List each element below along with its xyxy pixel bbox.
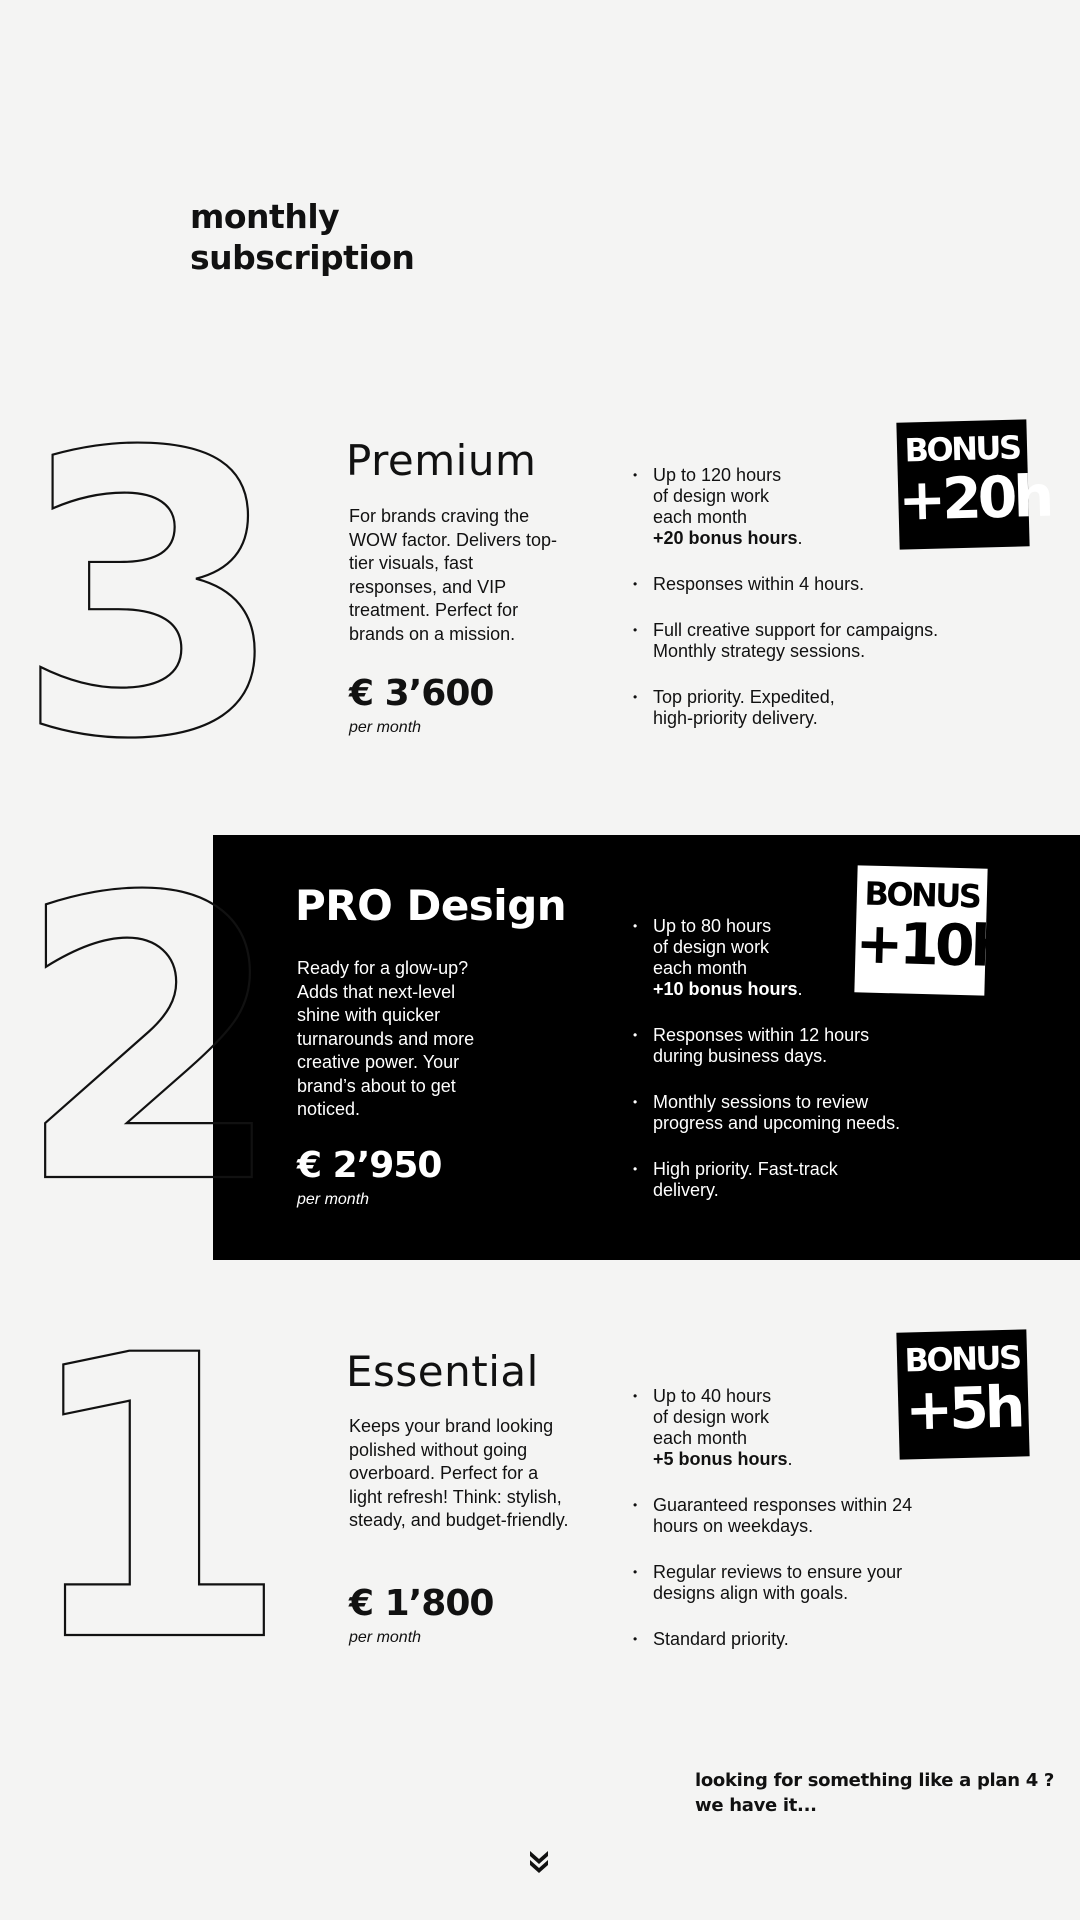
plan-1-numeral-text: 1 <box>19 1273 291 1727</box>
page-title-line2: subscription <box>190 238 415 277</box>
feature-hours-line3: each month <box>653 958 748 978</box>
feature-text: Monthly sessions to review progress and upcoming needs. <box>653 1092 901 1133</box>
plan-1-period: per month <box>349 1629 422 1646</box>
plan-3-numeral <box>14 370 290 824</box>
feature-hours-line2: of design work <box>653 486 770 506</box>
feature-hours-line1: Up to 80 hours <box>653 916 772 936</box>
plan-3-description: For brands craving the WOW factor. Delivers top-tier visuals, fast responses, and VIP treatment. Perfect for brands on a mission. <box>349 506 558 644</box>
page-title <box>190 196 414 278</box>
plan-4-teaser-line1: looking for something like a plan 4 ? <box>695 1770 1055 1791</box>
plan-4-teaser-line2: we have it... <box>695 1795 817 1816</box>
bonus-hours: +20h <box>897 463 1051 534</box>
plan-1-name: Essential <box>346 1347 539 1396</box>
page-title-line1: monthly <box>190 197 340 236</box>
chevron-double-down-icon[interactable] <box>528 1849 550 1875</box>
bonus-label: BONUS <box>904 1338 1021 1380</box>
feature-text: Responses within 12 hours during business days. <box>653 1025 870 1066</box>
plan-2-numeral-text: 2 <box>14 815 286 1269</box>
feature-text: Full creative support for campaigns. Monthly strategy sessions. <box>653 620 939 661</box>
feature-item <box>633 1562 933 1604</box>
feature-text: Guaranteed responses within 24 hours on weekdays. <box>653 1495 913 1536</box>
feature-item: • Up to 80 hours of design work each month +10 bonus hours. <box>633 916 963 1000</box>
feature-item <box>633 687 863 729</box>
feature-item <box>633 1629 963 1650</box>
bonus-hours: +5h <box>904 1374 1023 1444</box>
feature-text: Standard priority. <box>653 1629 789 1649</box>
feature-hours-line3: each month <box>653 1428 748 1448</box>
feature-hours-line3: each month <box>653 507 748 527</box>
feature-bonus-hours: +20 bonus hours <box>653 528 798 548</box>
feature-item <box>633 620 973 662</box>
feature-bonus-hours: +5 bonus hours <box>653 1449 788 1469</box>
feature-text: Regular reviews to ensure your designs align with goals. <box>653 1562 903 1603</box>
bonus-label: BONUS <box>904 428 1021 470</box>
plan-3-numeral-text: 3 <box>14 370 286 824</box>
feature-hours-line2: of design work <box>653 937 770 957</box>
plan-2-period: per month <box>297 1191 370 1208</box>
plan-1-price: € 1’800 <box>349 1583 494 1624</box>
feature-item: • Up to 120 hours of design work each month +20 bonus hours. <box>633 465 963 549</box>
plan-2-bonus-badge <box>854 865 1009 995</box>
feature-item <box>633 1159 873 1201</box>
plan-3-name: Premium <box>346 436 537 485</box>
feature-bonus-hours: +10 bonus hours <box>653 979 798 999</box>
bonus-hours: +10h <box>854 910 1009 981</box>
feature-item: • Up to 40 hours of design work each month +5 bonus hours. <box>633 1386 963 1470</box>
plan-3-bonus-badge <box>896 419 1051 549</box>
plan-1-bonus-badge <box>896 1329 1029 1459</box>
feature-item <box>633 1092 933 1134</box>
feature-text: Top priority. Expedited, high-priority delivery. <box>653 687 835 728</box>
plan-2-numeral <box>14 815 286 1269</box>
feature-hours-line1: Up to 120 hours <box>653 465 782 485</box>
plan-3-price: € 3’600 <box>349 673 494 714</box>
feature-hours-line1: Up to 40 hours <box>653 1386 772 1406</box>
plan-2-name: PRO Design <box>295 881 567 930</box>
plan-4-teaser <box>695 1768 1054 1818</box>
feature-item <box>633 574 963 595</box>
plan-1-description: Keeps your brand looking polished without going overboard. Perfect for a light refresh! Think: stylish, steady, and budget-friendly. <box>349 1416 569 1530</box>
plan-2-price: € 2’950 <box>297 1145 442 1186</box>
feature-item <box>633 1025 893 1067</box>
feature-item <box>633 1495 913 1537</box>
plan-1-numeral <box>19 1273 291 1727</box>
feature-text: Responses within 4 hours. <box>653 574 865 594</box>
plan-2-description: Ready for a glow-up? Adds that next-level shine with quicker turnarounds and more creative power. Your brand’s about to get noticed. <box>297 958 475 1119</box>
plan-3-period: per month <box>349 719 422 736</box>
feature-text: High priority. Fast-track delivery. <box>653 1159 838 1200</box>
feature-hours-line2: of design work <box>653 1407 770 1427</box>
bonus-label: BONUS <box>863 874 980 916</box>
